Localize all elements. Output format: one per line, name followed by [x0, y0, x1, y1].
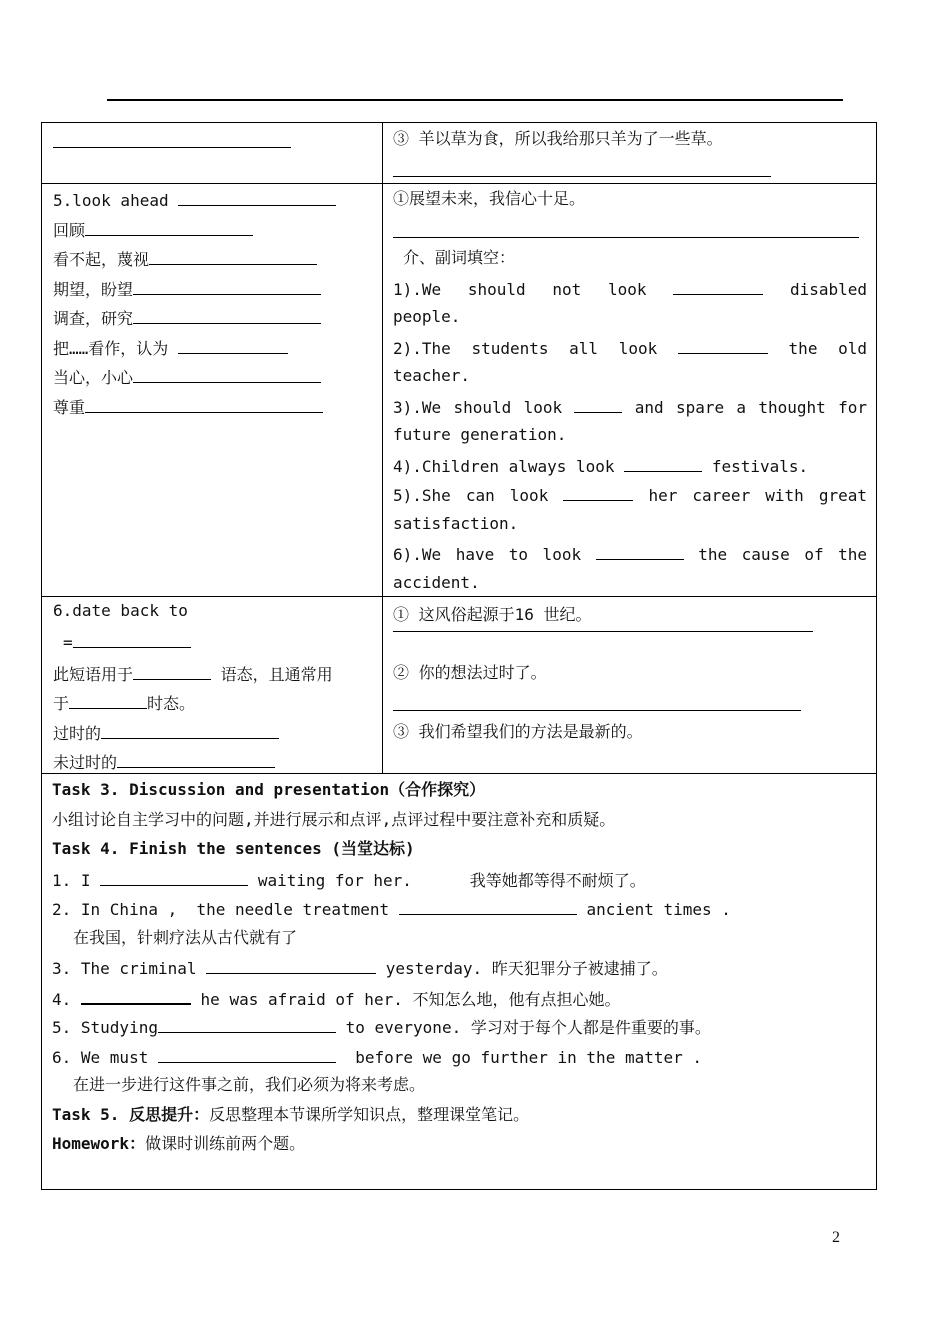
fill-question-3: 3).We should look and spare a thought for [393, 398, 867, 417]
sentence-6-cn: 在进一步进行这件事之前，我们必须为将来考虑。 [73, 1075, 426, 1094]
row3-item3: ③ 我们希望我们的方法是最新的。 [393, 722, 643, 741]
fill-question-2: 2).The students all look the old [393, 339, 867, 358]
fill-title: 介、副词填空： [403, 248, 516, 267]
synonym-line: = [63, 631, 191, 653]
usage-line-1: 此短语用于 语态，且通常用 [53, 665, 333, 684]
table-row-4 [42, 773, 876, 1190]
task3-text: 小组讨论自主学习中的问题,并进行展示和点评,点评过程中要注意补充和质疑。 [52, 810, 616, 829]
fill-question-5: 5).She can look her career with great [393, 486, 867, 505]
fill-question-5-cont: satisfaction. [393, 514, 519, 533]
phrase-item: 回顾 [53, 219, 253, 241]
sentence-6: 6. We must before we go further in the matter . [52, 1048, 703, 1067]
column-divider [382, 184, 383, 597]
page-number: 2 [832, 1229, 840, 1246]
sentence-3: 3. The criminal yesterday. 昨天犯罪分子被逮捕了。 [52, 959, 668, 978]
worksheet-table [41, 122, 877, 1190]
answer-line [53, 147, 291, 148]
sentence-5: 5. Studying to everyone. 学习对于每个人都是件重要的事。 [52, 1018, 711, 1037]
phrase-title: 6.date back to [53, 601, 188, 620]
sentence-2-cn: 在我国，针刺疗法从古代就有了 [73, 928, 298, 947]
fill-question-3-cont: future generation. [393, 425, 567, 444]
sentence-1: 1. I waiting for her. 我等她都等得不耐烦了。 [52, 871, 646, 890]
row3-item2: ② 你的想法过时了。 [393, 663, 547, 682]
column-divider [382, 597, 383, 774]
row3-item1: ① 这风俗起源于16 世纪。 [393, 605, 592, 624]
answer-line [393, 176, 771, 177]
row2-item1: ①展望未来，我信心十足。 [393, 189, 586, 208]
usage-line-2: 于 时态。 [53, 694, 196, 713]
uptodate-line: 未过时的 [53, 751, 275, 773]
fill-question-4: 4).Children always look festivals. [393, 457, 809, 476]
row1-item3: ③ 羊以草为食，所以我给那只羊为了一些草。 [393, 129, 723, 148]
phrase-title: 5.look ahead [53, 189, 336, 211]
table-row-3 [42, 596, 876, 774]
answer-line [393, 710, 801, 711]
fill-question-6: 6).We have to look the cause of the [393, 545, 868, 564]
task5-line: Task 5. 反思提升：反思整理本节课所学知识点，整理课堂笔记。 [52, 1105, 530, 1124]
phrase-item: 尊重 [53, 396, 323, 418]
table-row-2 [42, 183, 876, 597]
answer-line [393, 631, 813, 632]
outdated-line: 过时的 [53, 722, 279, 744]
sentence-4: 4. he was afraid of her. 不知怎么地，他有点担心她。 [52, 987, 620, 1010]
table-row-1 [42, 123, 876, 183]
fill-question-6-cont: accident. [393, 573, 480, 592]
answer-line [393, 237, 859, 238]
header-rule [107, 99, 843, 101]
fill-question-1: 1).We should not look disabled [393, 280, 868, 299]
fill-question-2-cont: teacher. [393, 366, 471, 385]
phrase-item: 看不起，蔑视 [53, 248, 317, 270]
phrase-item: 期望，盼望 [53, 278, 321, 300]
task4-title: Task 4. Finish the sentences (当堂达标) [52, 839, 415, 858]
task3-title: Task 3. Discussion and presentation（合作探究） [52, 780, 486, 799]
phrase-item: 调查，研究 [53, 307, 321, 329]
phrase-item: 把……看作，认为 [53, 337, 288, 359]
fill-question-1-cont: people. [393, 307, 461, 326]
homework-line: Homework：做课时训练前两个题。 [52, 1134, 306, 1153]
column-divider [382, 123, 383, 183]
sentence-2: 2. In China , the needle treatment ancient times . [52, 900, 731, 919]
phrase-item: 当心，小心 [53, 366, 321, 388]
